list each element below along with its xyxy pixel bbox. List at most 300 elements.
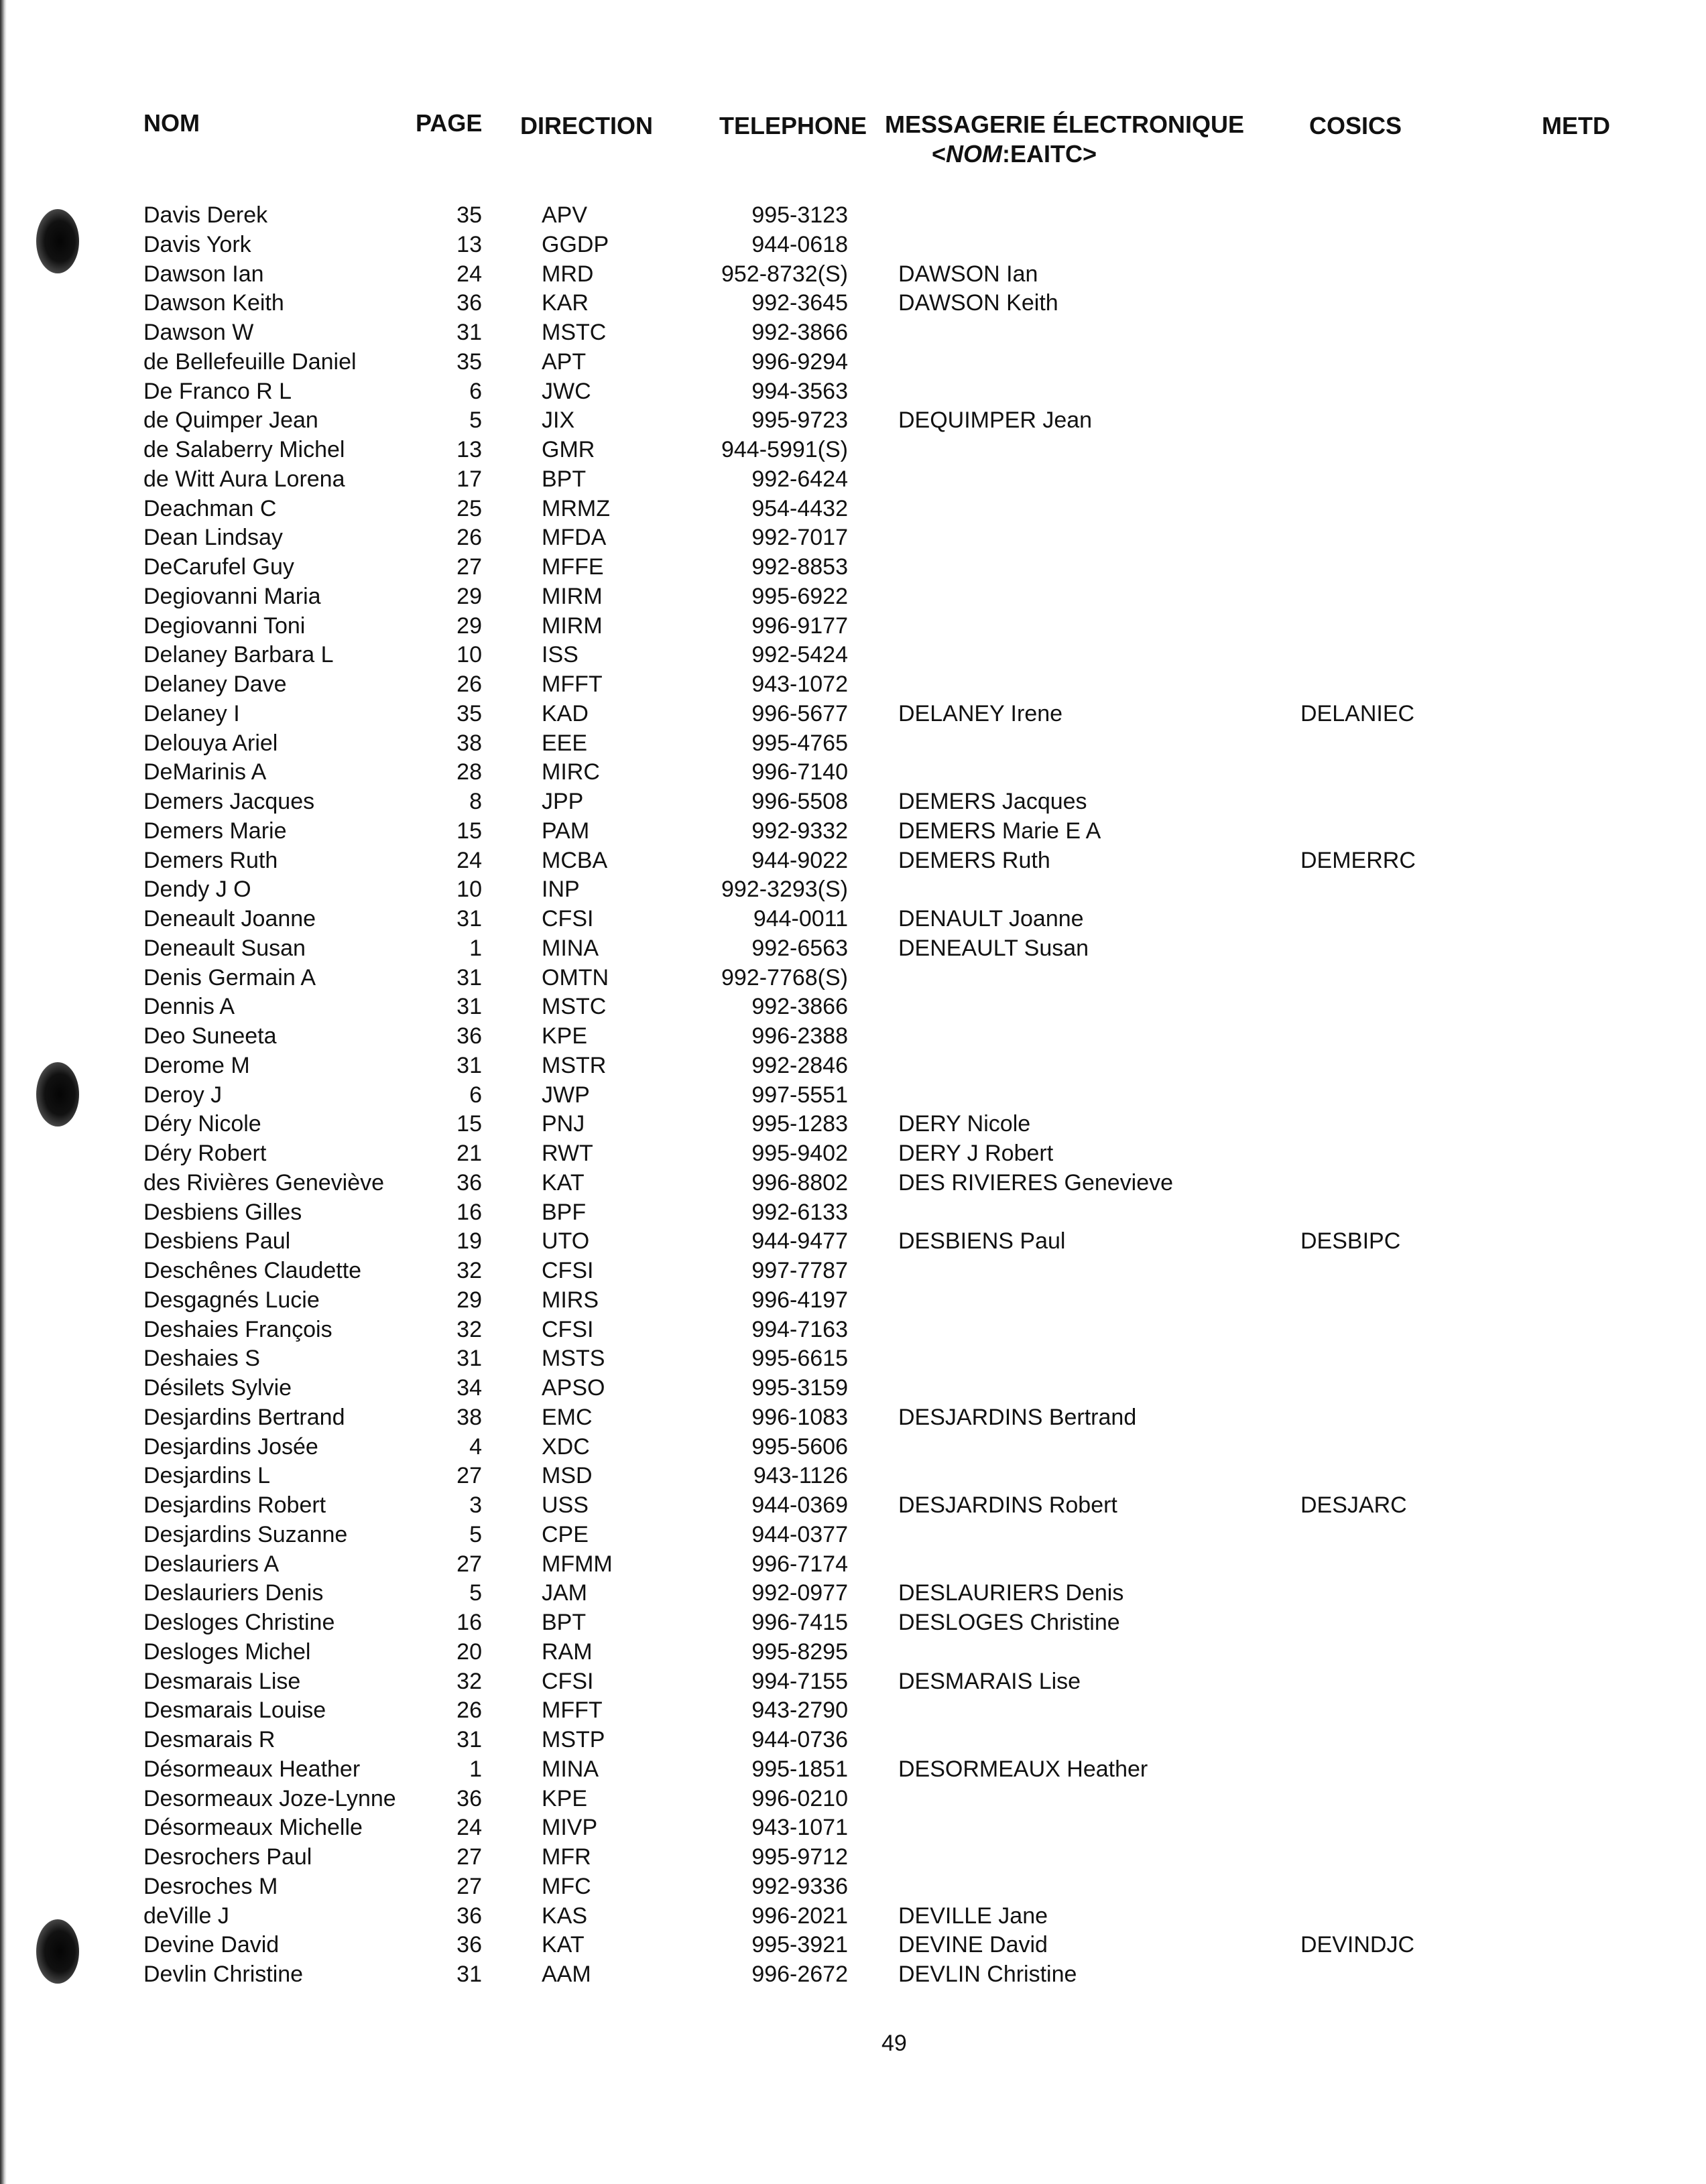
cell-page: 1 bbox=[469, 1756, 482, 1782]
cell-page: 31 bbox=[456, 906, 482, 932]
cell-direction: INP bbox=[542, 877, 580, 903]
header-page: PAGE bbox=[416, 109, 483, 137]
cell-telephone: 944-0618 bbox=[751, 231, 848, 257]
cell-telephone: 952-8732(S) bbox=[721, 261, 848, 287]
cell-telephone: 992-5424 bbox=[751, 642, 848, 668]
cell-telephone: 992-7768(S) bbox=[721, 964, 848, 990]
cell-direction: KPE bbox=[542, 1785, 588, 1811]
cell-direction: CFSI bbox=[542, 1316, 594, 1342]
cell-telephone: 995-3123 bbox=[751, 202, 848, 228]
cell-direction: MRD bbox=[542, 261, 594, 287]
cell-nom: des Rivières Geneviève bbox=[143, 1169, 385, 1196]
cell-nom: Desrochers Paul bbox=[143, 1844, 312, 1870]
cell-telephone: 943-1072 bbox=[751, 671, 848, 697]
cell-direction: MIVP bbox=[542, 1815, 598, 1841]
cell-page: 36 bbox=[456, 1932, 482, 1958]
table-row bbox=[0, 1433, 1706, 1462]
cell-telephone: 996-0210 bbox=[751, 1785, 848, 1811]
table-row bbox=[0, 1813, 1706, 1843]
cell-nom: Desmarais Louise bbox=[143, 1697, 326, 1724]
cell-telephone: 996-7174 bbox=[751, 1551, 848, 1577]
cell-nom: deVille J bbox=[143, 1903, 229, 1929]
cell-telephone: 996-5508 bbox=[751, 789, 848, 814]
cell-nom: Desmarais Lise bbox=[143, 1668, 301, 1694]
table-row bbox=[0, 1169, 1706, 1198]
cell-telephone: 996-5677 bbox=[751, 700, 848, 726]
cell-nom: Desjardins Robert bbox=[143, 1492, 326, 1518]
cell-nom: Deneault Susan bbox=[143, 935, 306, 961]
cell-page: 24 bbox=[456, 847, 482, 873]
cell-page: 34 bbox=[456, 1375, 482, 1401]
cell-page: 29 bbox=[456, 583, 482, 609]
header-direction: DIRECTION bbox=[520, 112, 653, 139]
cell-page: 24 bbox=[456, 1815, 482, 1841]
table-row bbox=[0, 348, 1706, 377]
cell-page: 31 bbox=[456, 1052, 482, 1078]
cell-direction: MSTR bbox=[542, 1052, 607, 1078]
cell-telephone: 995-8295 bbox=[751, 1639, 848, 1665]
table-row bbox=[0, 1638, 1706, 1667]
cell-nom: Desjardins Bertrand bbox=[143, 1404, 345, 1430]
cell-nom: Deshaies François bbox=[143, 1316, 332, 1342]
cell-direction: GGDP bbox=[542, 231, 609, 257]
table-row bbox=[0, 934, 1706, 964]
cell-page: 38 bbox=[456, 730, 482, 756]
table-row bbox=[0, 787, 1706, 817]
cell-direction: MFDA bbox=[542, 525, 607, 551]
cell-nom: Desjardins Josée bbox=[143, 1433, 318, 1460]
table-row bbox=[0, 1491, 1706, 1521]
cell-nom: Deneault Joanne bbox=[143, 906, 316, 932]
cell-nom: Derome M bbox=[143, 1052, 250, 1078]
cell-direction: MIRM bbox=[542, 583, 603, 609]
cell-direction: CFSI bbox=[542, 906, 594, 932]
table-row bbox=[0, 1726, 1706, 1755]
cell-direction: RWT bbox=[542, 1141, 593, 1166]
table-row bbox=[0, 1257, 1706, 1286]
cell-page: 16 bbox=[456, 1610, 482, 1635]
cell-nom: Dendy J O bbox=[143, 877, 251, 903]
cell-messagerie: DESLOGES Christine bbox=[898, 1610, 1120, 1635]
cell-nom: Desbiens Paul bbox=[143, 1228, 291, 1255]
cell-direction: MSD bbox=[542, 1463, 593, 1489]
cell-messagerie: DESMARAIS Lise bbox=[898, 1668, 1081, 1694]
cell-direction: GMR bbox=[542, 437, 595, 462]
cell-telephone: 943-2790 bbox=[751, 1697, 848, 1724]
table-row bbox=[0, 289, 1706, 318]
cell-direction: MSTC bbox=[542, 320, 607, 345]
cell-direction: MINA bbox=[542, 1756, 599, 1782]
table-row bbox=[0, 436, 1706, 465]
cell-messagerie: DES RIVIERES Genevieve bbox=[898, 1169, 1174, 1196]
cell-telephone: 996-2672 bbox=[751, 1962, 848, 1987]
cell-telephone: 992-6133 bbox=[751, 1199, 848, 1225]
cell-telephone: 995-6615 bbox=[751, 1346, 848, 1372]
cell-direction: MIRS bbox=[542, 1287, 599, 1313]
table-row bbox=[0, 1521, 1706, 1550]
cell-messagerie: DESJARDINS Bertrand bbox=[898, 1404, 1137, 1430]
cell-direction: UTO bbox=[542, 1228, 590, 1255]
cell-page: 31 bbox=[456, 1962, 482, 1987]
cell-direction: MSTC bbox=[542, 994, 607, 1020]
cell-direction: RAM bbox=[542, 1639, 593, 1665]
cell-telephone: 992-6563 bbox=[751, 935, 848, 961]
cell-telephone: 943-1126 bbox=[753, 1463, 848, 1489]
cell-page: 31 bbox=[456, 964, 482, 990]
cell-direction: KPE bbox=[542, 1023, 588, 1049]
cell-nom: Delaney Dave bbox=[143, 671, 287, 697]
cell-page: 15 bbox=[456, 818, 482, 844]
cell-nom: Deroy J bbox=[143, 1082, 223, 1108]
table-row bbox=[0, 1081, 1706, 1110]
cell-nom: Deachman C bbox=[143, 495, 277, 521]
cell-messagerie: DESORMEAUX Heather bbox=[898, 1756, 1148, 1782]
cell-telephone: 992-2846 bbox=[751, 1052, 848, 1078]
table-row bbox=[0, 1550, 1706, 1580]
header-messagerie-format-nom: NOM bbox=[946, 140, 1003, 168]
table-row bbox=[0, 1315, 1706, 1345]
cell-direction: PNJ bbox=[542, 1111, 585, 1137]
cell-direction: MFR bbox=[542, 1844, 591, 1870]
cell-nom: Désormeaux Michelle bbox=[143, 1815, 363, 1841]
cell-messagerie: DERY J Robert bbox=[898, 1141, 1054, 1166]
cell-direction: JPP bbox=[542, 789, 584, 814]
cell-telephone: 996-7140 bbox=[751, 759, 848, 785]
cell-page: 17 bbox=[456, 466, 482, 492]
cell-messagerie: DENAULT Joanne bbox=[898, 906, 1084, 932]
cell-direction: KAT bbox=[542, 1169, 585, 1196]
table-row bbox=[0, 1872, 1706, 1902]
table-row bbox=[0, 1755, 1706, 1785]
cell-telephone: 944-0369 bbox=[751, 1492, 848, 1518]
cell-page: 21 bbox=[456, 1141, 482, 1166]
table-row bbox=[0, 1403, 1706, 1433]
cell-telephone: 996-1083 bbox=[751, 1404, 848, 1430]
cell-nom: de Quimper Jean bbox=[143, 407, 318, 434]
cell-page: 35 bbox=[456, 700, 482, 726]
cell-nom: Degiovanni Toni bbox=[143, 613, 306, 639]
table-row bbox=[0, 992, 1706, 1022]
cell-telephone: 994-7155 bbox=[751, 1668, 848, 1694]
cell-telephone: 994-7163 bbox=[751, 1316, 848, 1342]
cell-nom: Dawson Keith bbox=[143, 290, 284, 316]
cell-nom: Deshaies S bbox=[143, 1346, 260, 1372]
cell-page: 26 bbox=[456, 671, 482, 697]
cell-page: 31 bbox=[456, 994, 482, 1020]
cell-telephone: 997-7787 bbox=[751, 1258, 848, 1283]
cell-page: 32 bbox=[456, 1316, 482, 1342]
cell-nom: Desbiens Gilles bbox=[143, 1199, 302, 1225]
cell-nom: Devine David bbox=[143, 1932, 280, 1958]
cell-direction: CFSI bbox=[542, 1258, 594, 1283]
cell-cosics: DESBIPC bbox=[1300, 1228, 1401, 1255]
cell-page: 35 bbox=[456, 348, 482, 375]
cell-direction: CFSI bbox=[542, 1668, 594, 1694]
cell-telephone: 995-4765 bbox=[751, 730, 848, 756]
cell-telephone: 944-0377 bbox=[751, 1521, 848, 1547]
cell-cosics: DESJARC bbox=[1300, 1492, 1407, 1518]
cell-page: 13 bbox=[456, 231, 482, 257]
table-row bbox=[0, 1579, 1706, 1608]
table-row bbox=[0, 1374, 1706, 1403]
cell-nom: Desgagnés Lucie bbox=[143, 1287, 320, 1313]
table-row bbox=[0, 846, 1706, 876]
cell-direction: JWC bbox=[542, 378, 591, 404]
cell-telephone: 992-3866 bbox=[751, 320, 848, 345]
page-number: 49 bbox=[881, 2031, 907, 2056]
table-row bbox=[0, 875, 1706, 905]
cell-nom: Demers Ruth bbox=[143, 847, 278, 873]
table-row bbox=[0, 523, 1706, 553]
cell-nom: Deschênes Claudette bbox=[143, 1258, 362, 1283]
cell-nom: Dawson Ian bbox=[143, 261, 264, 287]
cell-nom: Dawson W bbox=[143, 320, 254, 345]
cell-messagerie: DEMERS Marie E A bbox=[898, 818, 1101, 844]
cell-nom: Davis York bbox=[143, 231, 251, 257]
cell-page: 27 bbox=[456, 1463, 482, 1489]
cell-messagerie: DAWSON Keith bbox=[898, 290, 1058, 316]
cell-telephone: 944-0736 bbox=[751, 1727, 848, 1752]
cell-nom: Deslauriers Denis bbox=[143, 1580, 324, 1606]
cell-direction: MFFE bbox=[542, 554, 604, 580]
table-row bbox=[0, 1785, 1706, 1814]
table-row bbox=[0, 1931, 1706, 1960]
cell-direction: USS bbox=[542, 1492, 589, 1518]
cell-direction: OMTN bbox=[542, 964, 609, 990]
cell-direction: MIRM bbox=[542, 613, 603, 639]
table-row bbox=[0, 641, 1706, 670]
cell-nom: Devlin Christine bbox=[143, 1962, 304, 1987]
cell-direction: MFFT bbox=[542, 671, 603, 697]
cell-nom: DeCarufel Guy bbox=[143, 554, 294, 580]
cell-page: 26 bbox=[456, 1697, 482, 1724]
cell-page: 29 bbox=[456, 613, 482, 639]
cell-telephone: 995-9723 bbox=[751, 407, 848, 434]
cell-telephone: 992-9336 bbox=[751, 1873, 848, 1899]
cell-nom: Déry Robert bbox=[143, 1141, 267, 1166]
cell-nom: Desroches M bbox=[143, 1873, 278, 1899]
cell-direction: MFFT bbox=[542, 1697, 603, 1724]
cell-messagerie: DEMERS Ruth bbox=[898, 847, 1050, 873]
table-row bbox=[0, 729, 1706, 759]
cell-messagerie: DENEAULT Susan bbox=[898, 935, 1089, 961]
cell-nom: Degiovanni Maria bbox=[143, 583, 321, 609]
cell-nom: Desormeaux Joze-Lynne bbox=[143, 1785, 396, 1811]
table-row bbox=[0, 1051, 1706, 1081]
cell-direction: APV bbox=[542, 202, 588, 228]
table-row bbox=[0, 495, 1706, 524]
table-row bbox=[0, 1843, 1706, 1872]
cell-direction: MRMZ bbox=[542, 495, 610, 521]
cell-page: 27 bbox=[456, 1873, 482, 1899]
cell-direction: MFC bbox=[542, 1873, 591, 1899]
table-row bbox=[0, 1022, 1706, 1051]
cell-page: 27 bbox=[456, 554, 482, 580]
cell-page: 29 bbox=[456, 1287, 482, 1313]
cell-messagerie: DAWSON Ian bbox=[898, 261, 1038, 287]
cell-direction: MCBA bbox=[542, 847, 608, 873]
cell-direction: PAM bbox=[542, 818, 590, 844]
header-messagerie-format-rest: :EAITC> bbox=[1002, 140, 1097, 168]
cell-messagerie: DEVLIN Christine bbox=[898, 1962, 1077, 1987]
cell-telephone: 992-7017 bbox=[751, 525, 848, 551]
cell-nom: Desmarais R bbox=[143, 1727, 276, 1752]
cell-telephone: 992-0977 bbox=[751, 1580, 848, 1606]
table-row bbox=[0, 377, 1706, 407]
table-row bbox=[0, 1462, 1706, 1491]
table-row bbox=[0, 1608, 1706, 1638]
cell-direction: KAT bbox=[542, 1932, 585, 1958]
cell-nom: Dean Lindsay bbox=[143, 525, 283, 551]
cell-nom: DeMarinis A bbox=[143, 759, 267, 785]
cell-telephone: 996-7415 bbox=[751, 1610, 848, 1635]
header-messagerie-format-open: < bbox=[932, 140, 947, 168]
cell-telephone: 995-6922 bbox=[751, 583, 848, 609]
table-row bbox=[0, 1139, 1706, 1169]
table-row bbox=[0, 1344, 1706, 1374]
header-telephone: TELEPHONE bbox=[719, 112, 867, 139]
directory-table bbox=[0, 201, 1706, 1990]
cell-page: 19 bbox=[456, 1228, 482, 1255]
cell-direction: MSTP bbox=[542, 1727, 605, 1752]
cell-telephone: 992-6424 bbox=[751, 466, 848, 492]
cell-telephone: 995-3159 bbox=[751, 1375, 848, 1401]
header-metd: METD bbox=[1542, 112, 1610, 139]
cell-page: 31 bbox=[456, 1346, 482, 1372]
cell-nom: Désilets Sylvie bbox=[143, 1375, 292, 1401]
table-row bbox=[0, 406, 1706, 436]
cell-telephone: 997-5551 bbox=[751, 1082, 848, 1108]
header-nom: NOM bbox=[143, 109, 200, 137]
cell-telephone: 996-9294 bbox=[751, 348, 848, 375]
cell-telephone: 995-3921 bbox=[751, 1932, 848, 1958]
cell-page: 32 bbox=[456, 1668, 482, 1694]
cell-telephone: 996-2021 bbox=[751, 1903, 848, 1929]
cell-messagerie: DEQUIMPER Jean bbox=[898, 407, 1093, 434]
cell-nom: De Franco R L bbox=[143, 378, 292, 404]
cell-messagerie: DELANEY Irene bbox=[898, 700, 1063, 726]
table-row bbox=[0, 582, 1706, 612]
table-row bbox=[0, 1110, 1706, 1139]
cell-telephone: 995-9402 bbox=[751, 1141, 848, 1166]
cell-telephone: 996-8802 bbox=[751, 1169, 848, 1196]
cell-direction: JWP bbox=[542, 1082, 590, 1108]
cell-nom: de Bellefeuille Daniel bbox=[143, 348, 357, 375]
cell-direction: XDC bbox=[542, 1433, 590, 1460]
cell-direction: MFMM bbox=[542, 1551, 613, 1577]
cell-direction: BPT bbox=[542, 1610, 587, 1635]
cell-nom: Delaney I bbox=[143, 700, 240, 726]
cell-direction: KAS bbox=[542, 1903, 588, 1929]
table-row bbox=[0, 700, 1706, 729]
cell-nom: Desloges Michel bbox=[143, 1639, 311, 1665]
cell-telephone: 944-9022 bbox=[751, 847, 848, 873]
cell-page: 31 bbox=[456, 320, 482, 345]
cell-telephone: 954-4432 bbox=[751, 495, 848, 521]
cell-direction: JAM bbox=[542, 1580, 587, 1606]
cell-page: 24 bbox=[456, 261, 482, 287]
cell-page: 38 bbox=[456, 1404, 482, 1430]
table-row bbox=[0, 1198, 1706, 1228]
cell-direction: BPT bbox=[542, 466, 587, 492]
cell-page: 25 bbox=[456, 495, 482, 521]
cell-direction: JIX bbox=[542, 407, 575, 434]
cell-direction: KAD bbox=[542, 700, 589, 726]
cell-direction: APSO bbox=[542, 1375, 605, 1401]
table-row bbox=[0, 1902, 1706, 1931]
table-row bbox=[0, 465, 1706, 495]
cell-page: 36 bbox=[456, 1903, 482, 1929]
cell-telephone: 995-1851 bbox=[751, 1756, 848, 1782]
cell-page: 26 bbox=[456, 525, 482, 551]
cell-page: 3 bbox=[469, 1492, 482, 1518]
cell-messagerie: DEVINE David bbox=[898, 1932, 1048, 1958]
cell-telephone: 992-8853 bbox=[751, 554, 848, 580]
table-row bbox=[0, 905, 1706, 934]
cell-page: 16 bbox=[456, 1199, 482, 1225]
header-messagerie-format bbox=[932, 139, 1097, 169]
table-row bbox=[0, 1696, 1706, 1726]
cell-page: 5 bbox=[469, 407, 482, 434]
cell-telephone: 944-5991(S) bbox=[721, 437, 848, 462]
cell-messagerie: DESLAURIERS Denis bbox=[898, 1580, 1124, 1606]
cell-page: 4 bbox=[469, 1433, 482, 1460]
cell-nom: Déry Nicole bbox=[143, 1111, 261, 1137]
cell-telephone: 944-9477 bbox=[751, 1228, 848, 1255]
cell-telephone: 994-3563 bbox=[751, 378, 848, 404]
cell-page: 10 bbox=[456, 877, 482, 903]
cell-telephone: 995-1283 bbox=[751, 1111, 848, 1137]
cell-page: 5 bbox=[469, 1580, 482, 1606]
cell-telephone: 995-5606 bbox=[751, 1433, 848, 1460]
cell-nom: Deslauriers A bbox=[143, 1551, 280, 1577]
cell-nom: de Witt Aura Lorena bbox=[143, 466, 345, 492]
table-row bbox=[0, 670, 1706, 700]
table-row bbox=[0, 817, 1706, 846]
cell-page: 27 bbox=[456, 1551, 482, 1577]
cell-page: 5 bbox=[469, 1521, 482, 1547]
cell-messagerie: DERY Nicole bbox=[898, 1111, 1031, 1137]
cell-page: 36 bbox=[456, 1023, 482, 1049]
cell-page: 36 bbox=[456, 290, 482, 316]
table-row bbox=[0, 318, 1706, 348]
cell-nom: Deo Suneeta bbox=[143, 1023, 277, 1049]
cell-direction: EEE bbox=[542, 730, 588, 756]
cell-nom: Delouya Ariel bbox=[143, 730, 278, 756]
table-row bbox=[0, 758, 1706, 787]
cell-nom: Desloges Christine bbox=[143, 1610, 335, 1635]
cell-nom: Delaney Barbara L bbox=[143, 642, 334, 668]
cell-cosics: DEMERRC bbox=[1300, 847, 1416, 873]
table-row bbox=[0, 612, 1706, 641]
cell-page: 1 bbox=[469, 935, 482, 961]
cell-page: 13 bbox=[456, 437, 482, 462]
cell-direction: CPE bbox=[542, 1521, 589, 1547]
cell-direction: MSTS bbox=[542, 1346, 605, 1372]
cell-nom: Davis Derek bbox=[143, 202, 268, 228]
cell-direction: MINA bbox=[542, 935, 599, 961]
table-row bbox=[0, 231, 1706, 260]
cell-messagerie: DESBIENS Paul bbox=[898, 1228, 1066, 1255]
cell-page: 8 bbox=[469, 789, 482, 814]
cell-direction: BPF bbox=[542, 1199, 587, 1225]
table-row bbox=[0, 964, 1706, 993]
cell-nom: Denis Germain A bbox=[143, 964, 316, 990]
cell-page: 36 bbox=[456, 1785, 482, 1811]
cell-telephone: 943-1071 bbox=[751, 1815, 848, 1841]
cell-page: 36 bbox=[456, 1169, 482, 1196]
cell-telephone: 996-2388 bbox=[751, 1023, 848, 1049]
